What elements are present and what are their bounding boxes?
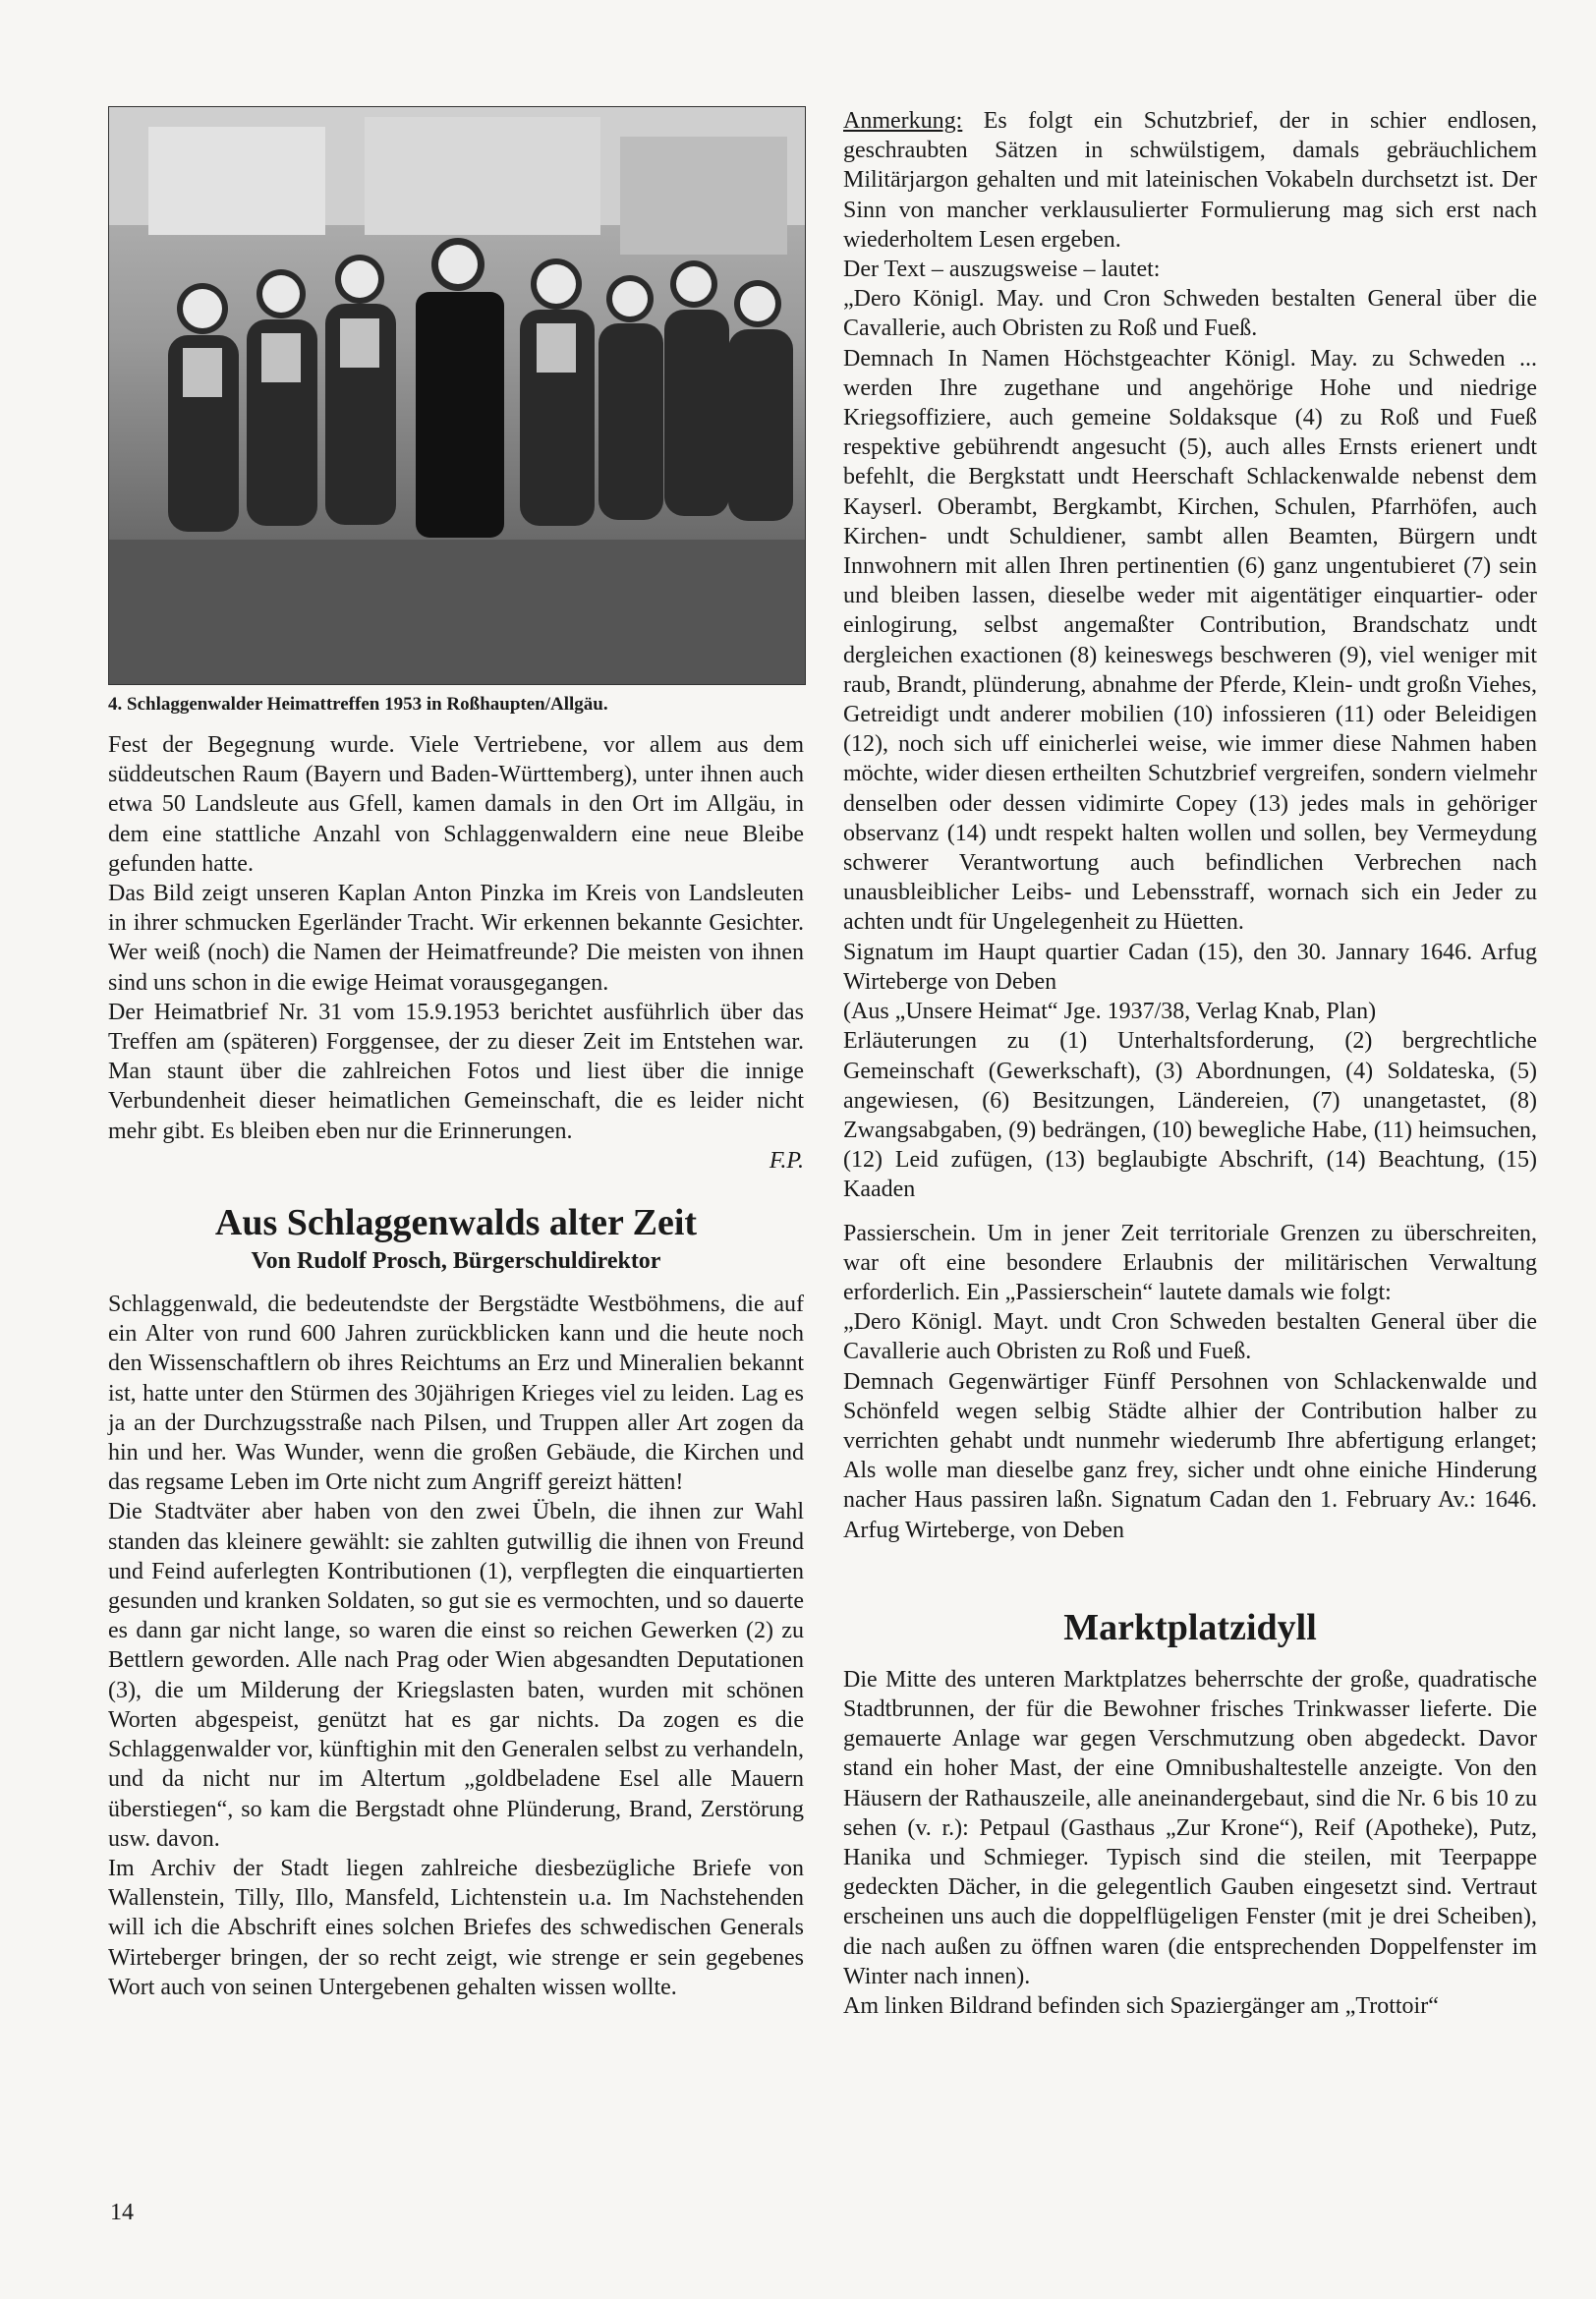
intro-paragraph-2: Das Bild zeigt unseren Kaplan Anton Pinzka im Kreis von Landsleuten in ihrer schmucken Egerländer Tracht. Wir erkennen bekannte Gesichter. Wer weiß (noch) die Namen der Heimatfreunde? Die meisten von ihnen sind uns schon in die ewige Heimat vorausgegangen.: [108, 881, 804, 996]
note-paragraph: [843, 106, 1537, 255]
letter-paragraph-1: Der Text – auszugsweise – lautet:: [843, 257, 1161, 283]
market-paragraph-2: Am linken Bildrand befinden sich Spaziergänger am „Trottoir“: [843, 1992, 1439, 2019]
letter-paragraph-4: Signatum im Haupt quartier Cadan (15), den 30. Jannary 1646. Arfug Wirteberge von Deben: [843, 939, 1537, 995]
letter-source: (Aus „Unsere Heimat“ Jge. 1937/38, Verlag Knab, Plan): [843, 999, 1377, 1025]
letter-glossary: Erläuterungen zu (1) Unterhaltsforderung, (2) bergrechtliche Gemeinschaft (Gewerkschaft), (3) Abordnungen, (4) Soldateska, (5) angewiesen, (6) Besitzungen, Ländereien, (7) unangetastet, (8) Zwangsabgaben, (9) bedrängen, (10) bewegliche Habe, (11) heimsuchen, (12) Leid zufügen, (13) beglaubigte Abschrift, (14) Beachtung, (15) Kaaden: [843, 1028, 1537, 1203]
pass-paragraph-1: Passierschein. Um in jener Zeit territoriale Grenzen zu überschreiten, war oft eine besondere Erlaubnis der militärischen Verwaltung erforderlich. Ein „Passierschein“ lautete damals wie folgt:: [843, 1220, 1537, 1305]
market-title: Marktplatzidyll: [1063, 1606, 1317, 1648]
group-photo-drawing: [109, 107, 805, 684]
letter-paragraph-3: Demnach In Namen Höchstgeachter Königl. May. zu Schweden ... werden Ihre zugethane und angehörige Hohe und niedrige Kriegsoffiziere, auch gemeine Soldaksque (4) zu Roß und Fueß respektive gebührendt angesucht (5), auch alles Ernsts erienert undt befehlt, die Bergkstatt undt Heerschaft Schlackenwalde nebenst dem Kayserl. Oberambt, Bergkambt, Kirchen, Schulen, Pfarrhöfen, auch Kirchen- undt Schuldiener, sambt allen Beamten, Bürgern undt Innwohnern mit allen Ihren pertinentien (6) ganz ungentubieret (7) sein und bleiben lassen, dieselbe weder mit aigentätiger einquartier- oder einlogirung, selbst angemaßter Contribution, Brandschatz undt dergleichen exactionen (8) keineswegs beschweren (9), viel weniger mit raub, Brandt, plünderung, abnahme der Pferde, Klein- undt großn Viehes, Getreidigt undt anderer mobilien (10) infossieren (11) oder Beleidigen (12), noch sich uff einicherlei weise, wie immer diese Nahmen haben möchte, wider diesen ertheilten Schutzbrief vergreifen, sondern vielmehr denselben oder dessen vidimirte Copey (13) jedes mals in gehöriger observanz (14) undt respekt halten wollen und sollen, bey Vermeydung schwerer Verantwortung auch befindlichen Verbrechen nach unausbleiblicher Leibs- und Lebensstraff, wornach sich ein Jeder zu achten undt für Ungelegenheit zu Hüetten.: [843, 345, 1537, 936]
article-paragraph-1: Schlaggenwald, die bedeutendste der Bergstädte Westböhmens, die auf ein Alter von rund 600 Jahren zurückblicken kann und die heute noch den Wissenschaftlern ob ihres Reichtums an Erz und Mineralien bekannt ist, hatte unter den Stürmen des 30jährigen Krieges viel zu leiden. Lag es ja an der Durchzugsstraße nach Pilsen, und Truppen aller Art zogen da hin und her. Was Wunder, wenn die großen Gebäude, die Kirchen und das regsame Leben im Orte nicht zum Angriff gereizt hätten!: [108, 1292, 804, 1496]
article-paragraph-2: Die Stadtväter aber haben von den zwei Übeln, die ihnen zur Wahl standen das kleinere gewählt: sie zahlten gutwillig die ihnen von Freund und Feind auferlegten Kontributionen (1), verpflegten die einquartierten gesunden und kranken Soldaten, so gut sie es vermochten, und so dauerte es dann gar nicht lange, so waren die einst so reichen Gewerken (2) zu Bettlern geworden. Alle nach Prag oder Wien abgesandten Deputationen (3), die um Milderung der Kriegslasten baten, wurden mit schönen Worten abgespeist, genützt hat es gar nichts. Da zogen es die Schlaggenwalder vor, künftighin mit den Generalen selbst zu verhandeln, und da nicht nur im Altertum „goldbeladene Esel alle Mauern überstiegen“, so kam die Bergstadt ohne Plünderung, Brand, Zerstörung usw. davon.: [108, 1499, 804, 1852]
intro-paragraph-3: Der Heimatbrief Nr. 31 vom 15.9.1953 berichtet ausführlich über das Treffen am (späteren) Forggensee, der zu dieser Zeit im Entstehen war. Man staunt über die zahlreichen Fotos und liest über die innige Verbundenheit dieser heimatlichen Gemeinschaft, die es leider nicht mehr gibt. Es bleiben eben nur die Erinnerungen.: [108, 999, 804, 1144]
note-label: Anmerkung:: [843, 108, 963, 134]
pass-paragraph-2: „Dero Königl. Mayt. undt Cron Schweden bestalten General über die Cavallerie auch Obristen zu Roß und Fueß.: [843, 1309, 1537, 1365]
page-number: 14: [110, 2200, 134, 2225]
group-photo: [108, 106, 806, 685]
right-column: [843, 106, 1537, 2021]
letter-paragraph-2: „Dero Königl. May. und Cron Schweden bestalten General über die Cavallerie, auch Obristen zu Roß und Fueß.: [843, 286, 1537, 342]
note-text: Es folgt ein Schutzbrief, der in schier endlosen, geschraubten Sätzen in schwülstigem, damals gebräuchlichem Militärjargon gehalten und mit lateinischen Vokabeln durchsetzt ist. Der Sinn von mancher verklausulierter Formulierung mag sich erst nach wiederholtem Lesen ergeben.: [843, 108, 1537, 253]
photo-caption: 4. Schlaggenwalder Heimattreffen 1953 in Roßhaupten/Allgäu.: [108, 694, 608, 715]
left-column: [108, 106, 804, 2002]
pass-paragraph-3: Demnach Gegenwärtiger Fünff Persohnen von Schlackenwalde und Schönfeld wegen selbig Städte alhier der Contribution halber zu verrichten gehabt undt nunmehr wiederumb Ihre abfertigung erlanget; Als wolle man dieselbe ganz frey, sicher undt ohne einiche Hinderung nacher Haus passiren laßn. Signatum Cadan den 1. February Av.: 1646. Arfug Wirteberge, von Deben: [843, 1368, 1537, 1543]
intro-paragraph-1: Fest der Begegnung wurde. Viele Vertriebene, vor allem aus dem süddeutschen Raum (Bayern und Baden-Württemberg), unter ihnen auch etwa 50 Landsleute aus Gfell, kamen damals in den Ort im Allgäu, in dem eine stattliche Anzahl von Schlaggenwaldern eine neue Bleibe gefunden hatte.: [108, 732, 804, 877]
article-title: Aus Schlaggenwalds alter Zeit: [214, 1202, 698, 1244]
market-paragraph-1: Die Mitte des unteren Marktplatzes beherrschte der große, quadratische Stadtbrunnen, der für die Bewohner frisches Trinkwasser lieferte. Die gemauerte Anlage war gegen Verschmutzung oben abgedeckt. Davor stand ein hoher Mast, der eine Omnibushaltestelle anzeigte. Von den Häusern der Rathauszeile, alle aneinandergebaut, sind die Nr. 6 bis 10 zu sehen (v. r.): Petpaul (Gasthaus „Zur Krone“), Reif (Apotheke), Putz, Hanika und Schmieger. Typisch sind die steilen, mit Teerpappe gedeckten Dächer, in die gelegentlich Gauben eingesetzt sind. Vertraut erscheinen uns auch die doppelflügeligen Fenster (mit je drei Scheiben), die nach außen zu öffnen waren (die entsprechenden Doppelfenster im Winter nach innen).: [843, 1666, 1537, 1989]
article-byline: Von Rudolf Prosch, Bürgerschuldirektor: [251, 1248, 661, 1275]
article-paragraph-3: Im Archiv der Stadt liegen zahlreiche diesbezügliche Briefe von Wallenstein, Tilly, Illo, Mansfeld, Lichtenstein u.a. Im Nachstehenden will ich die Abschrift eines solchen Briefes des schwedischen Generals Wirteberger bringen, der so recht zeigt, wie strenge er sein gegebenes Wort auch von seinen Untergebenen gehalten wissen wollte.: [108, 1855, 804, 2000]
intro-signature: F.P.: [769, 1147, 804, 1174]
